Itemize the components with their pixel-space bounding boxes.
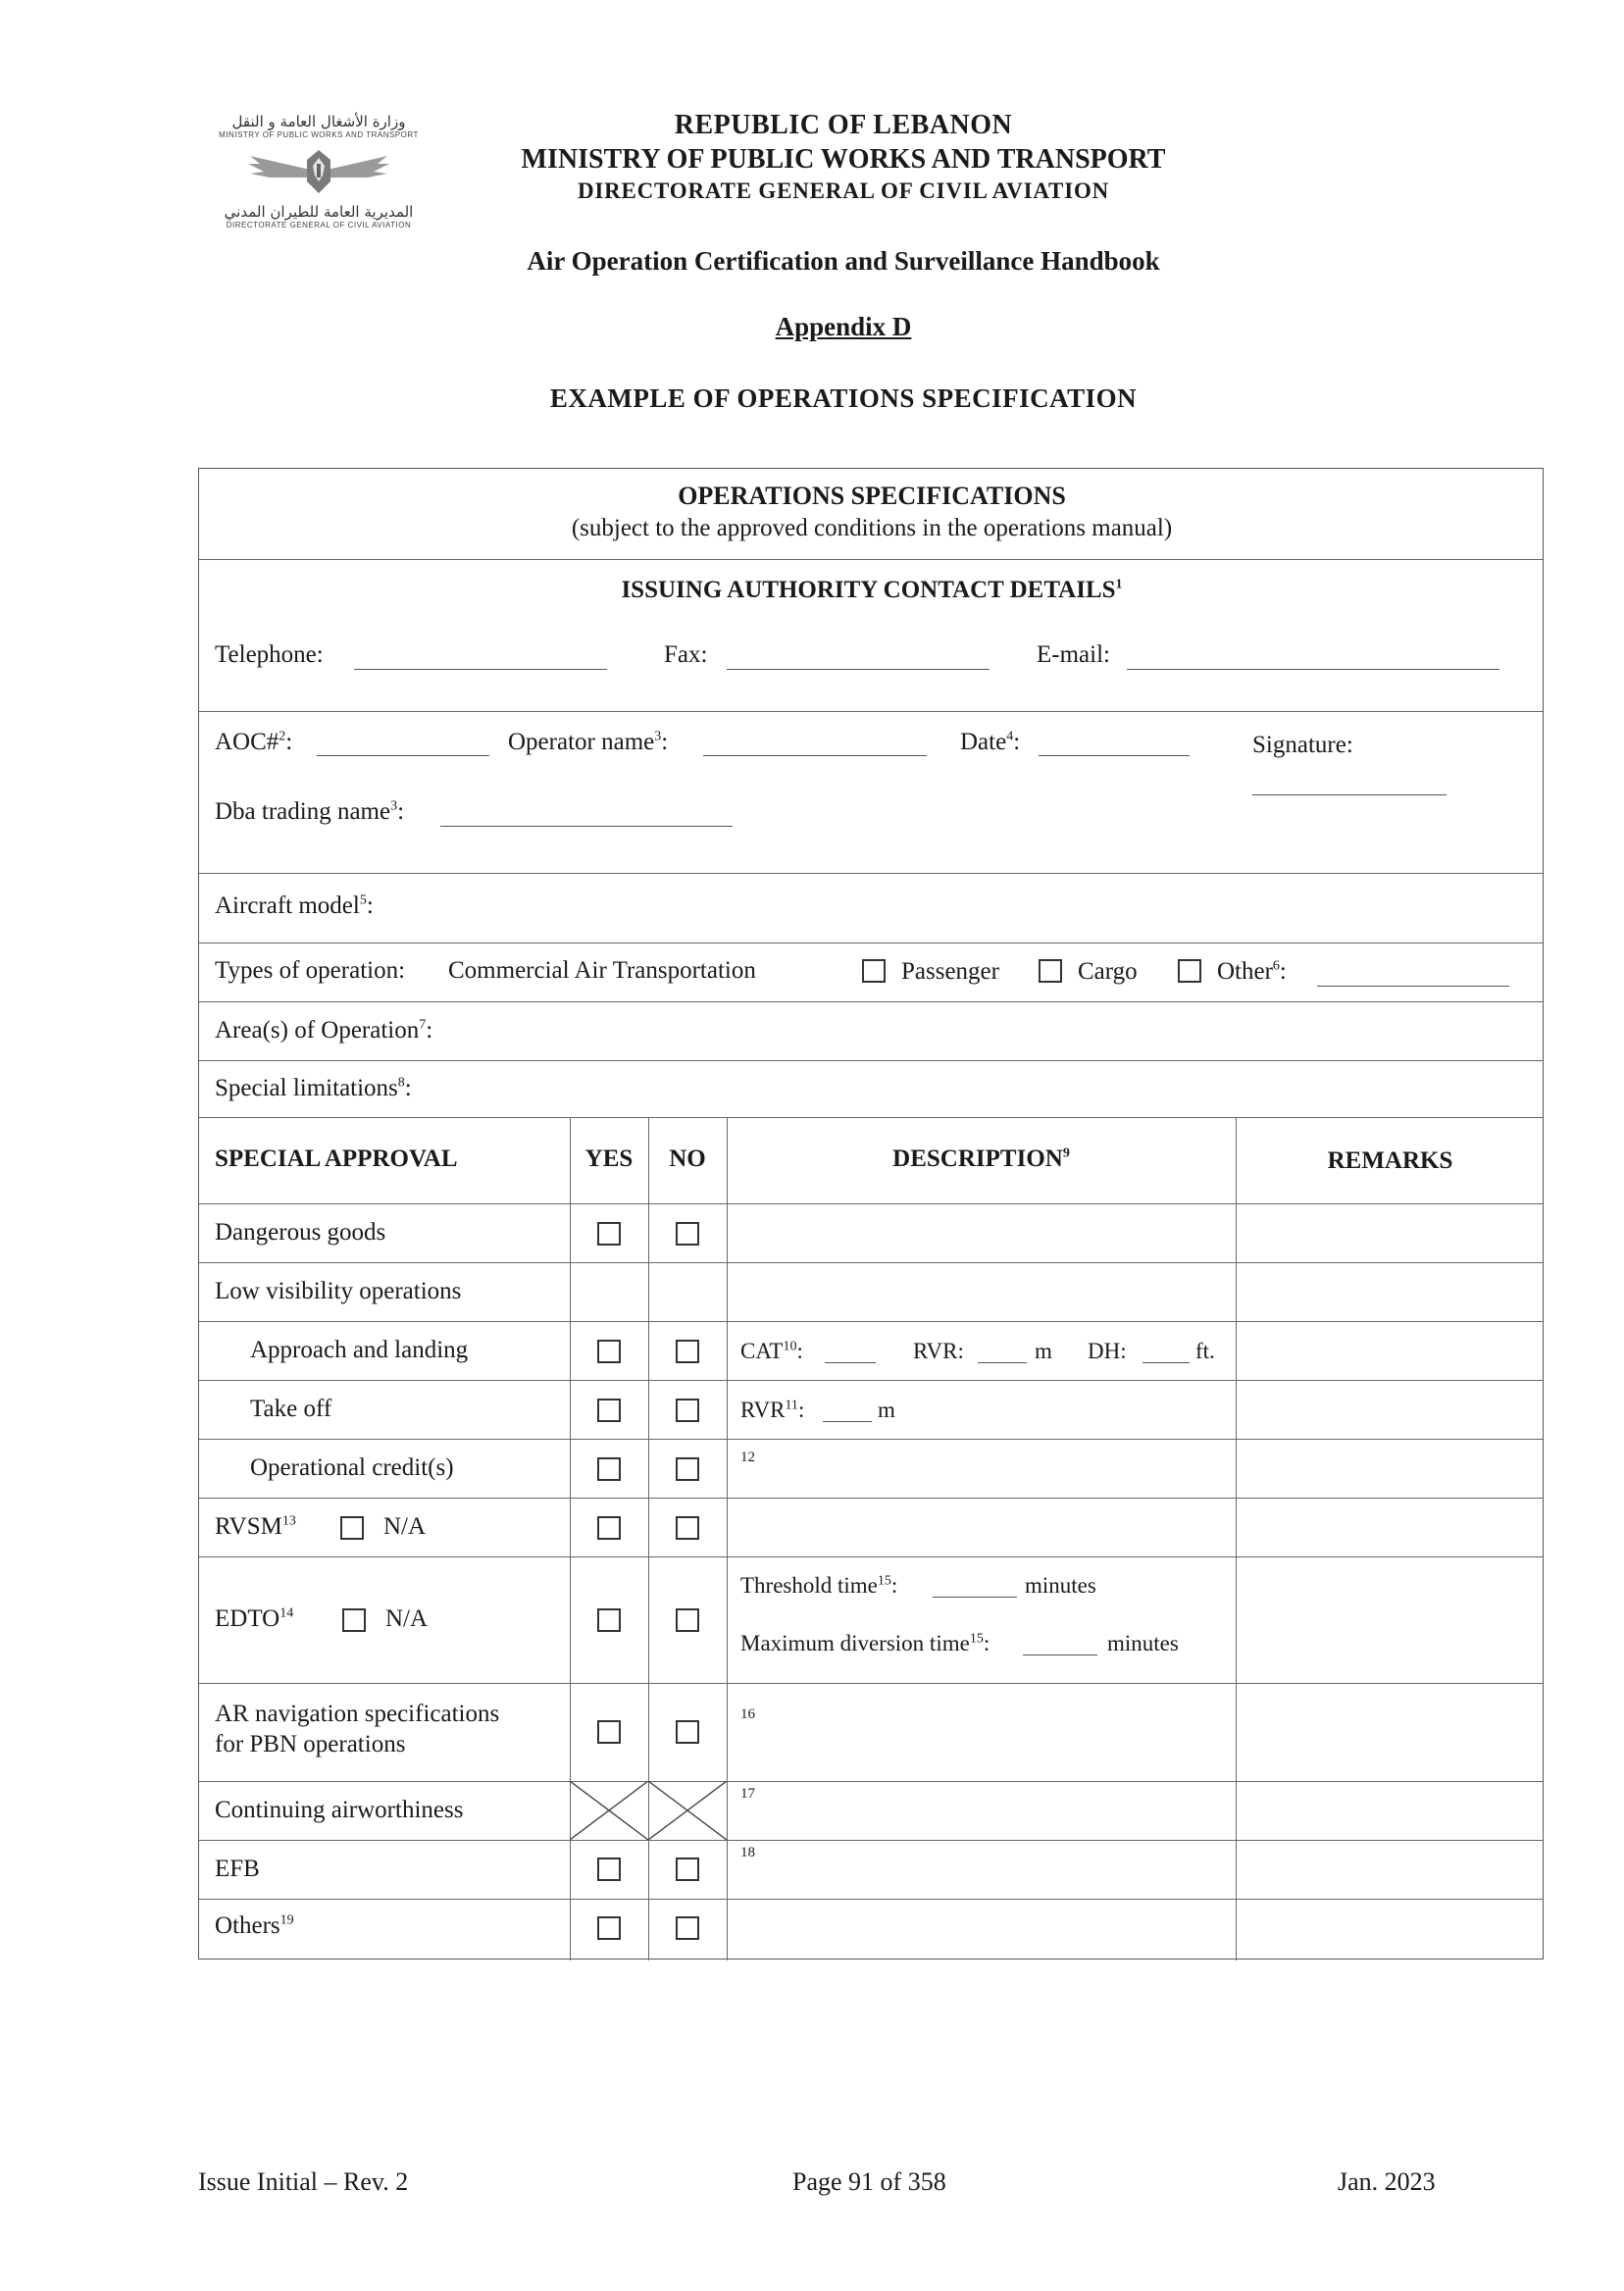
operator-name-label: Operator name$^3$: <box>508 729 669 755</box>
footer-issue: Issue Initial – Rev. 2 <box>198 2167 409 2196</box>
row-low-visibility: Low visibility operations <box>215 1278 462 1304</box>
edto-yes-checkbox[interactable] <box>597 1608 621 1632</box>
row-continuing-airworthiness: Continuing airworthiness <box>215 1797 464 1823</box>
form-subtitle: (subject to the approved conditions in the operations manual) <box>571 515 1173 541</box>
footer-date: Jan. 2023 <box>1338 2167 1436 2196</box>
row-operational-credit: Operational credit(s) <box>250 1454 454 1481</box>
row-dangerous-goods: Dangerous goods <box>215 1219 386 1246</box>
footer-page-number: Page 91 of 358 <box>792 2167 946 2196</box>
email-field[interactable] <box>1127 669 1499 670</box>
appendix-title: Appendix D <box>775 312 912 341</box>
takeoff-rvr-label: RVR$^{11}$: <box>740 1398 805 1422</box>
approach-yes-checkbox[interactable] <box>597 1340 621 1363</box>
row-ar-navigation-line2: for PBN operations <box>215 1731 406 1757</box>
row-take-off: Take off <box>250 1396 332 1422</box>
takeoff-rvr-unit: m <box>878 1398 895 1422</box>
takeoff-no-checkbox[interactable] <box>676 1399 699 1422</box>
edto-no-checkbox[interactable] <box>676 1608 699 1632</box>
logo-english-top: MINISTRY OF PUBLIC WORKS AND TRANSPORT <box>219 130 419 139</box>
rvsm-no-checkbox[interactable] <box>676 1516 699 1540</box>
document-title: EXAMPLE OF OPERATIONS SPECIFICATION <box>549 383 1138 413</box>
other-checkbox[interactable] <box>1178 959 1201 983</box>
logo-arabic-bottom: المديرية العامة للطيران المدني <box>224 203 414 221</box>
approach-no-checkbox[interactable] <box>676 1340 699 1363</box>
signature-label: Signature: <box>1252 732 1353 758</box>
threshold-time-label: Threshold time$^{15}$: <box>740 1573 898 1598</box>
rvr-label: RVR: <box>913 1339 964 1363</box>
cargo-checkbox[interactable] <box>1039 959 1062 983</box>
contact-heading: ISSUING AUTHORITY CONTACT DETAILS$^1$ <box>621 577 1123 603</box>
telephone-label: Telephone: <box>215 641 324 668</box>
max-diversion-time-label: Maximum diversion time$^{15}$: <box>740 1631 990 1655</box>
threshold-time-field[interactable] <box>933 1597 1017 1598</box>
opcredit-no-checkbox[interactable] <box>676 1457 699 1481</box>
operator-name-field[interactable] <box>703 755 927 756</box>
types-of-operation-value: Commercial Air Transportation <box>448 957 756 984</box>
row-rvsm: RVSM$^{13}$ <box>215 1513 296 1540</box>
passenger-checkbox[interactable] <box>862 959 886 983</box>
col-description: DESCRIPTION$^9$ <box>892 1146 1070 1172</box>
edto-na-label: N/A <box>385 1605 429 1632</box>
logo-english-bottom: DIRECTORATE GENERAL OF CIVIL AVIATION <box>226 221 412 229</box>
ar-nav-yes-checkbox[interactable] <box>597 1720 621 1744</box>
dangerous-goods-yes-checkbox[interactable] <box>597 1222 621 1246</box>
aircraft-model-label: Aircraft model$^5$: <box>215 892 374 919</box>
cat-field[interactable] <box>825 1362 876 1363</box>
header-ministry: MINISTRY OF PUBLIC WORKS AND TRANSPORT <box>521 144 1166 175</box>
fax-label: Fax: <box>664 641 708 668</box>
rvsm-na-label: N/A <box>383 1513 427 1540</box>
row-others: Others$^{19}$ <box>215 1912 294 1939</box>
efb-yes-checkbox[interactable] <box>597 1858 621 1881</box>
rvr-unit: m <box>1035 1339 1052 1363</box>
opcredit-yes-checkbox[interactable] <box>597 1457 621 1481</box>
dba-label: Dba trading name$^3$: <box>215 798 405 825</box>
rvsm-yes-checkbox[interactable] <box>597 1516 621 1540</box>
col-special-approval: SPECIAL APPROVAL <box>215 1146 458 1172</box>
types-of-operation-label: Types of operation: <box>215 957 406 984</box>
footnote-17: 17 <box>740 1786 755 1802</box>
date-label: Date$^4$: <box>960 729 1021 755</box>
special-limitations-label: Special limitations$^8$: <box>215 1075 412 1101</box>
max-diversion-time-unit: minutes <box>1107 1631 1179 1655</box>
form-title: OPERATIONS SPECIFICATIONS <box>678 482 1066 510</box>
takeoff-yes-checkbox[interactable] <box>597 1399 621 1422</box>
date-field[interactable] <box>1039 755 1190 756</box>
footnote-12: 12 <box>740 1450 755 1465</box>
cargo-label: Cargo <box>1078 958 1138 985</box>
header-republic: REPUBLIC OF LEBANON <box>674 110 1013 140</box>
dangerous-goods-no-checkbox[interactable] <box>676 1222 699 1246</box>
others-yes-checkbox[interactable] <box>597 1916 621 1940</box>
footnote-18: 18 <box>740 1845 755 1860</box>
others-no-checkbox[interactable] <box>676 1916 699 1940</box>
threshold-time-unit: minutes <box>1025 1573 1096 1598</box>
rvsm-na-checkbox[interactable] <box>340 1516 364 1540</box>
row-ar-navigation-line1: AR navigation specifications <box>215 1701 500 1727</box>
other-label: Other$^6$: <box>1217 958 1287 985</box>
row-approach-landing: Approach and landing <box>250 1337 469 1363</box>
fax-field[interactable] <box>727 669 990 670</box>
takeoff-rvr-field[interactable] <box>823 1421 872 1422</box>
dh-field[interactable] <box>1142 1362 1190 1363</box>
handbook-title: Air Operation Certification and Surveillance Handbook <box>527 246 1160 276</box>
rvr-field[interactable] <box>978 1362 1027 1363</box>
row-efb: EFB <box>215 1856 260 1882</box>
dba-field[interactable] <box>440 826 733 827</box>
ar-nav-no-checkbox[interactable] <box>676 1720 699 1744</box>
other-field[interactable] <box>1317 986 1509 987</box>
dh-label: DH: <box>1088 1339 1127 1363</box>
passenger-label: Passenger <box>901 958 999 985</box>
areas-of-operation-label: Area(s) of Operation$^7$: <box>215 1017 433 1044</box>
efb-no-checkbox[interactable] <box>676 1858 699 1881</box>
logo-arabic-top: وزارة الأشغال العامة و النقل <box>231 113 406 130</box>
email-label: E-mail: <box>1037 641 1110 668</box>
not-applicable-cross-icon <box>570 1781 727 1840</box>
telephone-field[interactable] <box>354 669 607 670</box>
footnote-16: 16 <box>740 1706 755 1722</box>
signature-field[interactable] <box>1252 794 1446 795</box>
edto-na-checkbox[interactable] <box>342 1608 366 1632</box>
row-edto: EDTO$^{14}$ <box>215 1605 294 1632</box>
header-directorate: DIRECTORATE GENERAL OF CIVIL AVIATION <box>577 178 1110 203</box>
operations-specification-form <box>198 468 1544 1960</box>
col-remarks: REMARKS <box>1327 1147 1453 1174</box>
aoc-field[interactable] <box>317 755 489 756</box>
dh-unit: ft. <box>1195 1339 1215 1363</box>
aoc-label: AOC#$^2$: <box>215 729 293 755</box>
col-no: NO <box>669 1146 706 1172</box>
cat-label: CAT$^{10}$: <box>740 1339 803 1363</box>
col-yes: YES <box>584 1146 634 1172</box>
